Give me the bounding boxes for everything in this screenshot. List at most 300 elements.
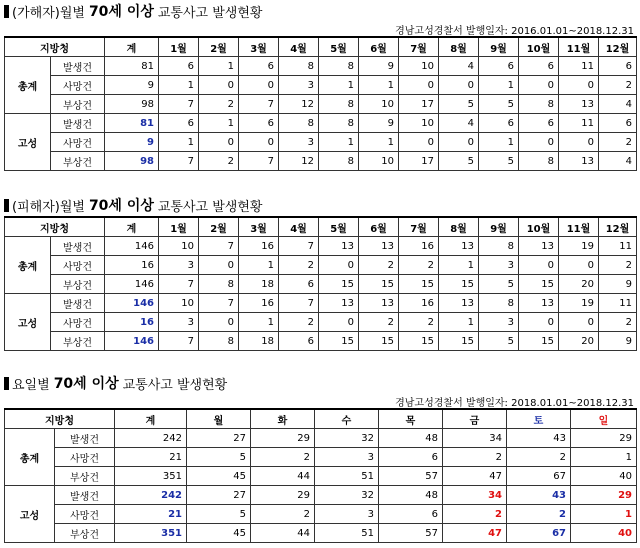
value-cell: 8 (199, 275, 239, 294)
value-cell: 0 (559, 313, 599, 332)
value-cell: 2 (399, 256, 439, 275)
value-cell: 7 (159, 152, 199, 171)
value-cell: 8 (199, 332, 239, 351)
region-cell: 총계 (5, 237, 51, 294)
title-age: 70세 이상 (88, 198, 154, 214)
victim-monthly-table (4, 216, 637, 351)
value-cell: 29 (571, 429, 637, 448)
value-cell: 2 (599, 313, 637, 332)
value-cell: 9 (359, 114, 399, 133)
value-cell: 13 (439, 294, 479, 313)
value-cell: 9 (105, 133, 159, 152)
value-cell: 6 (239, 57, 279, 76)
value-cell: 4 (599, 152, 637, 171)
value-cell: 10 (399, 57, 439, 76)
header-row (5, 217, 637, 237)
value-cell: 7 (199, 237, 239, 256)
header-cell: 11월 (559, 37, 599, 57)
value-cell: 13 (319, 237, 359, 256)
category-cell: 발생건 (51, 294, 105, 313)
value-cell: 7 (159, 332, 199, 351)
value-cell: 0 (199, 313, 239, 332)
value-cell: 0 (319, 313, 359, 332)
value-cell: 10 (359, 95, 399, 114)
value-cell: 1 (199, 114, 239, 133)
value-cell: 17 (399, 152, 439, 171)
value-cell: 15 (399, 275, 439, 294)
region-cell: 고성 (5, 294, 51, 351)
header-cell: 6월 (359, 217, 399, 237)
value-cell: 0 (519, 76, 559, 95)
header-cell: 금 (443, 409, 507, 429)
category-cell: 사망건 (55, 448, 115, 467)
header-cell: 11월 (559, 217, 599, 237)
value-cell: 8 (319, 95, 359, 114)
value-cell: 8 (479, 294, 519, 313)
header-cell: 10월 (519, 37, 559, 57)
value-cell: 44 (251, 467, 315, 486)
table-row (5, 313, 637, 332)
table-row (5, 114, 637, 133)
header-row (5, 409, 637, 429)
value-cell: 12 (279, 152, 319, 171)
value-cell: 5 (479, 275, 519, 294)
header-cell: 1월 (159, 217, 199, 237)
value-cell: 1 (479, 133, 519, 152)
title-prefix: (피해자)월별 (12, 199, 85, 215)
value-cell: 3 (479, 313, 519, 332)
value-cell: 7 (199, 294, 239, 313)
category-cell: 발생건 (51, 57, 105, 76)
value-cell: 8 (319, 57, 359, 76)
value-cell: 13 (359, 294, 399, 313)
value-cell: 44 (251, 524, 315, 543)
value-cell: 40 (571, 467, 637, 486)
value-cell: 81 (105, 114, 159, 133)
header-region: 지방청 (5, 217, 105, 237)
value-cell: 146 (105, 332, 159, 351)
value-cell: 81 (105, 57, 159, 76)
value-cell: 146 (105, 294, 159, 313)
header-cell: 12월 (599, 37, 637, 57)
value-cell: 0 (199, 76, 239, 95)
value-cell: 11 (599, 237, 637, 256)
value-cell: 8 (279, 114, 319, 133)
value-cell: 146 (105, 275, 159, 294)
title-prefix: 요일별 (12, 377, 50, 393)
value-cell: 15 (439, 332, 479, 351)
value-cell: 40 (571, 524, 637, 543)
value-cell: 15 (439, 275, 479, 294)
value-cell: 13 (519, 237, 559, 256)
value-cell: 5 (187, 448, 251, 467)
value-cell: 67 (507, 467, 571, 486)
value-cell: 6 (479, 57, 519, 76)
value-cell: 351 (115, 524, 187, 543)
category-cell: 사망건 (51, 76, 105, 95)
value-cell: 0 (399, 133, 439, 152)
value-cell: 0 (439, 133, 479, 152)
value-cell: 4 (439, 57, 479, 76)
value-cell: 0 (519, 133, 559, 152)
value-cell: 27 (187, 486, 251, 505)
value-cell: 16 (239, 294, 279, 313)
value-cell: 7 (159, 95, 199, 114)
value-cell: 3 (279, 76, 319, 95)
title-suffix: 교통사고 발생현황 (157, 5, 263, 21)
value-cell: 1 (359, 76, 399, 95)
value-cell: 57 (379, 524, 443, 543)
header-cell: 일 (571, 409, 637, 429)
value-cell: 3 (279, 133, 319, 152)
header-cell: 6월 (359, 37, 399, 57)
value-cell: 1 (359, 133, 399, 152)
value-cell: 3 (159, 256, 199, 275)
value-cell: 12 (279, 95, 319, 114)
value-cell: 21 (115, 448, 187, 467)
value-cell: 32 (315, 486, 379, 505)
section-title (4, 2, 262, 20)
header-cell: 7월 (399, 217, 439, 237)
value-cell: 0 (319, 256, 359, 275)
title-suffix: 교통사고 발생현황 (157, 199, 263, 215)
value-cell: 10 (359, 152, 399, 171)
value-cell: 15 (519, 275, 559, 294)
value-cell: 16 (105, 313, 159, 332)
header-row (5, 37, 637, 57)
value-cell: 51 (315, 524, 379, 543)
category-cell: 부상건 (55, 467, 115, 486)
value-cell: 27 (187, 429, 251, 448)
header-cell: 계 (105, 37, 159, 57)
value-cell: 13 (559, 152, 599, 171)
value-cell: 43 (507, 486, 571, 505)
value-cell: 6 (519, 114, 559, 133)
value-cell: 3 (159, 313, 199, 332)
value-cell: 5 (479, 332, 519, 351)
value-cell: 11 (599, 294, 637, 313)
square-bullet-icon (4, 199, 9, 212)
header-cell: 2월 (199, 217, 239, 237)
value-cell: 98 (105, 95, 159, 114)
value-cell: 0 (199, 256, 239, 275)
value-cell: 48 (379, 486, 443, 505)
table-row (5, 486, 637, 505)
value-cell: 2 (599, 256, 637, 275)
value-cell: 1 (571, 505, 637, 524)
value-cell: 20 (559, 275, 599, 294)
value-cell: 0 (199, 133, 239, 152)
header-cell: 8월 (439, 217, 479, 237)
header-cell: 월 (187, 409, 251, 429)
section-title (4, 196, 262, 214)
region-cell: 총계 (5, 429, 55, 486)
category-cell: 사망건 (55, 505, 115, 524)
value-cell: 2 (359, 256, 399, 275)
table-row (5, 133, 637, 152)
region-cell: 고성 (5, 486, 55, 543)
value-cell: 10 (399, 114, 439, 133)
table-row (5, 95, 637, 114)
value-cell: 6 (159, 114, 199, 133)
value-cell: 5 (439, 152, 479, 171)
value-cell: 15 (519, 332, 559, 351)
value-cell: 1 (159, 76, 199, 95)
value-cell: 2 (507, 448, 571, 467)
value-cell: 11 (559, 114, 599, 133)
value-cell: 13 (559, 95, 599, 114)
value-cell: 11 (559, 57, 599, 76)
value-cell: 29 (251, 429, 315, 448)
value-cell: 1 (239, 256, 279, 275)
region-cell: 고성 (5, 114, 51, 171)
value-cell: 13 (439, 237, 479, 256)
value-cell: 5 (479, 152, 519, 171)
square-bullet-icon (4, 377, 9, 390)
value-cell: 13 (359, 237, 399, 256)
header-cell: 4월 (279, 217, 319, 237)
title-age: 70세 이상 (88, 4, 154, 20)
value-cell: 15 (399, 332, 439, 351)
value-cell: 5 (439, 95, 479, 114)
value-cell: 7 (159, 275, 199, 294)
value-cell: 15 (319, 332, 359, 351)
value-cell: 18 (239, 332, 279, 351)
value-cell: 0 (239, 133, 279, 152)
value-cell: 67 (507, 524, 571, 543)
header-cell: 목 (379, 409, 443, 429)
header-cell: 9월 (479, 217, 519, 237)
table-row (5, 332, 637, 351)
value-cell: 2 (279, 256, 319, 275)
value-cell: 2 (599, 76, 637, 95)
value-cell: 19 (559, 237, 599, 256)
value-cell: 0 (439, 76, 479, 95)
value-cell: 9 (599, 332, 637, 351)
value-cell: 4 (599, 95, 637, 114)
square-bullet-icon (4, 5, 9, 18)
value-cell: 29 (251, 486, 315, 505)
value-cell: 2 (251, 448, 315, 467)
value-cell: 10 (159, 237, 199, 256)
value-cell: 0 (559, 256, 599, 275)
value-cell: 6 (479, 114, 519, 133)
value-cell: 34 (443, 486, 507, 505)
value-cell: 34 (443, 429, 507, 448)
value-cell: 29 (571, 486, 637, 505)
table-row (5, 429, 637, 448)
value-cell: 1 (239, 313, 279, 332)
value-cell: 5 (187, 505, 251, 524)
value-cell: 6 (599, 57, 637, 76)
value-cell: 9 (359, 57, 399, 76)
header-cell: 5월 (319, 217, 359, 237)
value-cell: 8 (519, 152, 559, 171)
value-cell: 351 (115, 467, 187, 486)
value-cell: 1 (571, 448, 637, 467)
offender-monthly-table (4, 36, 637, 171)
category-cell: 부상건 (55, 524, 115, 543)
issue-info: 경남고성경찰서 발행일자: 2016.01.01~2018.12.31 (395, 26, 634, 37)
category-cell: 부상건 (51, 95, 105, 114)
value-cell: 19 (559, 294, 599, 313)
value-cell: 6 (519, 57, 559, 76)
category-cell: 사망건 (51, 133, 105, 152)
table-row (5, 256, 637, 275)
value-cell: 2 (399, 313, 439, 332)
header-cell: 12월 (599, 217, 637, 237)
table-row (5, 275, 637, 294)
title-prefix: (가해자)월별 (12, 5, 85, 21)
header-cell: 9월 (479, 37, 519, 57)
value-cell: 1 (319, 133, 359, 152)
header-region: 지방청 (5, 37, 105, 57)
header-cell: 5월 (319, 37, 359, 57)
value-cell: 98 (105, 152, 159, 171)
value-cell: 6 (599, 114, 637, 133)
value-cell: 2 (443, 505, 507, 524)
value-cell: 13 (519, 294, 559, 313)
value-cell: 0 (559, 133, 599, 152)
value-cell: 0 (239, 76, 279, 95)
value-cell: 146 (105, 237, 159, 256)
value-cell: 45 (187, 467, 251, 486)
value-cell: 47 (443, 524, 507, 543)
value-cell: 5 (479, 95, 519, 114)
value-cell: 15 (319, 275, 359, 294)
category-cell: 부상건 (51, 275, 105, 294)
value-cell: 21 (115, 505, 187, 524)
value-cell: 3 (315, 448, 379, 467)
value-cell: 1 (159, 133, 199, 152)
header-cell: 수 (315, 409, 379, 429)
category-cell: 부상건 (51, 332, 105, 351)
issue-info: 경남고성경찰서 발행일자: 2018.01.01~2018.12.31 (395, 398, 634, 409)
value-cell: 1 (439, 256, 479, 275)
value-cell: 16 (399, 237, 439, 256)
value-cell: 2 (507, 505, 571, 524)
value-cell: 3 (315, 505, 379, 524)
value-cell: 6 (279, 275, 319, 294)
value-cell: 16 (399, 294, 439, 313)
value-cell: 2 (359, 313, 399, 332)
header-cell: 3월 (239, 37, 279, 57)
category-cell: 발생건 (51, 237, 105, 256)
header-cell: 3월 (239, 217, 279, 237)
category-cell: 발생건 (55, 486, 115, 505)
weekday-table (4, 408, 637, 543)
value-cell: 18 (239, 275, 279, 294)
value-cell: 6 (379, 505, 443, 524)
section-title (4, 374, 227, 392)
value-cell: 2 (279, 313, 319, 332)
title-suffix: 교통사고 발생현황 (122, 377, 228, 393)
header-cell: 토 (507, 409, 571, 429)
table-row (5, 524, 637, 543)
value-cell: 0 (519, 256, 559, 275)
value-cell: 32 (315, 429, 379, 448)
value-cell: 242 (115, 486, 187, 505)
value-cell: 2 (443, 448, 507, 467)
value-cell: 1 (439, 313, 479, 332)
value-cell: 7 (239, 95, 279, 114)
value-cell: 8 (479, 237, 519, 256)
value-cell: 2 (199, 152, 239, 171)
value-cell: 8 (519, 95, 559, 114)
value-cell: 0 (399, 76, 439, 95)
value-cell: 7 (279, 237, 319, 256)
category-cell: 부상건 (51, 152, 105, 171)
value-cell: 0 (519, 313, 559, 332)
header-cell: 7월 (399, 37, 439, 57)
table-row (5, 76, 637, 95)
value-cell: 4 (439, 114, 479, 133)
table-row (5, 237, 637, 256)
value-cell: 8 (319, 152, 359, 171)
table-row (5, 57, 637, 76)
value-cell: 16 (105, 256, 159, 275)
value-cell: 242 (115, 429, 187, 448)
title-age: 70세 이상 (53, 376, 119, 392)
table-row (5, 505, 637, 524)
value-cell: 8 (279, 57, 319, 76)
category-cell: 사망건 (51, 313, 105, 332)
value-cell: 15 (359, 332, 399, 351)
value-cell: 6 (279, 332, 319, 351)
value-cell: 1 (199, 57, 239, 76)
header-cell: 4월 (279, 37, 319, 57)
value-cell: 1 (479, 76, 519, 95)
category-cell: 발생건 (55, 429, 115, 448)
value-cell: 10 (159, 294, 199, 313)
value-cell: 3 (479, 256, 519, 275)
header-cell: 10월 (519, 217, 559, 237)
table-row (5, 448, 637, 467)
category-cell: 사망건 (51, 256, 105, 275)
region-cell: 총계 (5, 57, 51, 114)
header-cell: 2월 (199, 37, 239, 57)
category-cell: 발생건 (51, 114, 105, 133)
value-cell: 57 (379, 467, 443, 486)
value-cell: 51 (315, 467, 379, 486)
header-region: 지방청 (5, 409, 115, 429)
value-cell: 7 (239, 152, 279, 171)
value-cell: 9 (105, 76, 159, 95)
value-cell: 2 (251, 505, 315, 524)
value-cell: 43 (507, 429, 571, 448)
value-cell: 20 (559, 332, 599, 351)
table-row (5, 467, 637, 486)
value-cell: 1 (319, 76, 359, 95)
value-cell: 45 (187, 524, 251, 543)
value-cell: 0 (559, 76, 599, 95)
value-cell: 6 (239, 114, 279, 133)
table-row (5, 152, 637, 171)
header-cell: 8월 (439, 37, 479, 57)
value-cell: 48 (379, 429, 443, 448)
header-cell: 1월 (159, 37, 199, 57)
value-cell: 17 (399, 95, 439, 114)
value-cell: 16 (239, 237, 279, 256)
header-cell: 계 (115, 409, 187, 429)
value-cell: 13 (319, 294, 359, 313)
value-cell: 2 (599, 133, 637, 152)
value-cell: 2 (199, 95, 239, 114)
value-cell: 6 (159, 57, 199, 76)
header-cell: 화 (251, 409, 315, 429)
value-cell: 6 (379, 448, 443, 467)
value-cell: 8 (319, 114, 359, 133)
